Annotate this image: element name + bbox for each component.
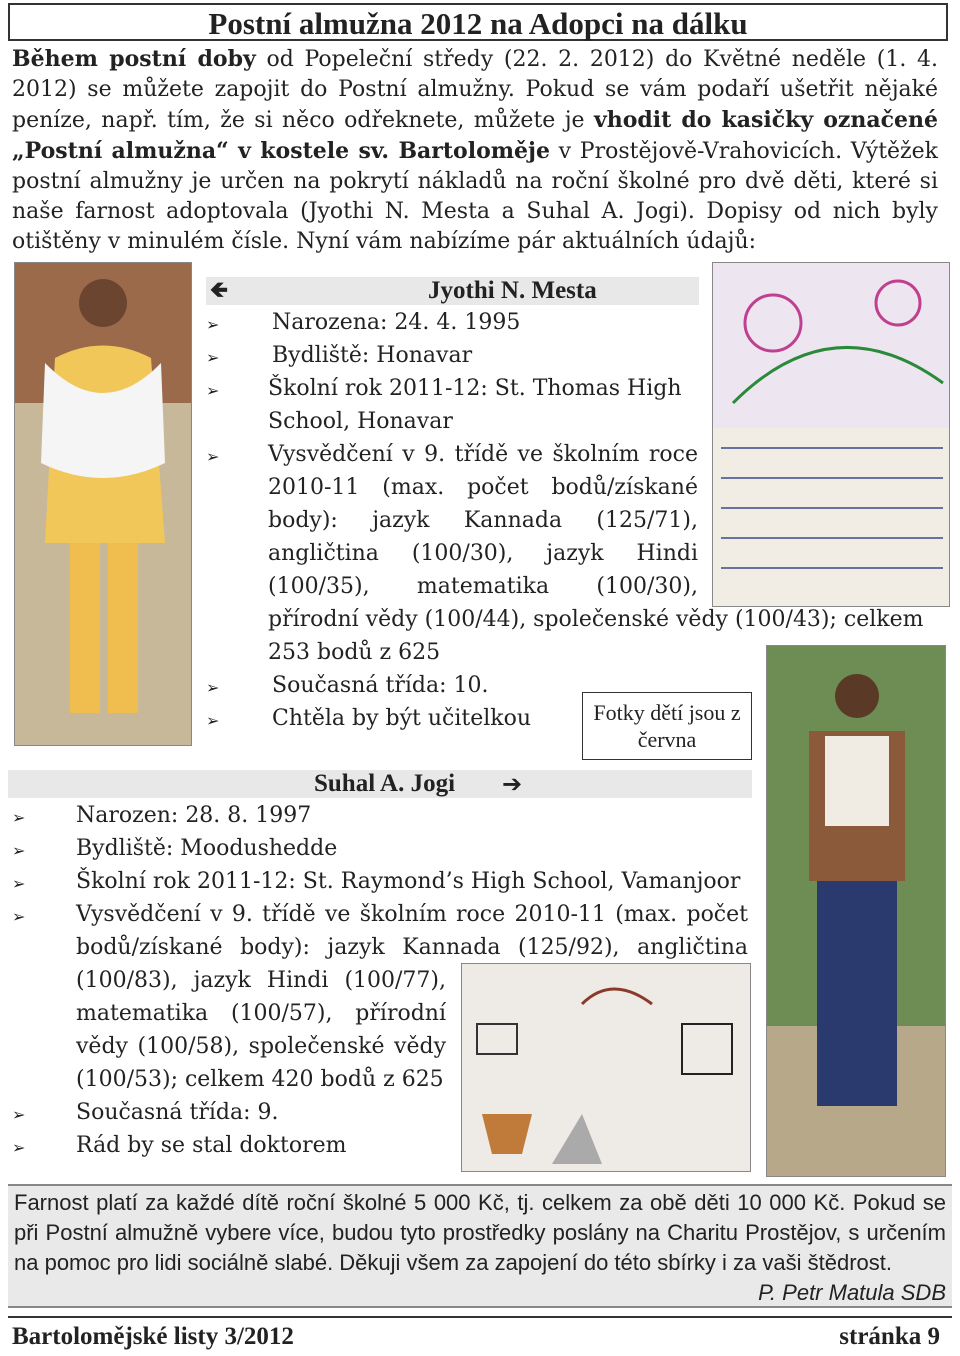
photo-date-note: Fotky dětí jsou z června (582, 692, 752, 760)
list-item: ➢ Rád by se stal doktorem (12, 1129, 752, 1162)
jyothi-drawing (712, 262, 950, 607)
arrowhead-bullet-icon: ➢ (206, 315, 220, 334)
list-item: ➢ Vysvědčení v 9. třídě ve školním roce 2010-11 (max. počet bodů/získané body): jazyk Kannada (125/92), angličtina (12, 902, 748, 960)
list-item: ➢ Narozen: 28. 8. 1997 (12, 799, 752, 832)
suhal-name: Suhal A. Jogi (314, 770, 456, 797)
page-footer (8, 1316, 952, 1352)
arrowhead-bullet-icon: ➢ (12, 1138, 26, 1157)
suhal-list (12, 799, 752, 1162)
jyothi-list (206, 306, 698, 603)
arrowhead-bullet-icon: ➢ (12, 907, 26, 926)
list-item: ➢ Chtěla by být učitelkou (206, 702, 946, 735)
signature: P. Petr Matula SDB (758, 1280, 946, 1305)
arrowhead-bullet-icon: ➢ (206, 678, 220, 697)
suhal-photo (766, 645, 946, 1177)
list-item: ➢ Vysvědčení v 9. třídě ve školním roce 2010-11 (max. počet bodů/získané body): jazyk Kannada (125/71), angličtina (100/30), jazyk Hindi (100/35), matematika (100/30), (206, 442, 698, 599)
list-item: ➢ Současná třída: 9. (12, 1096, 752, 1129)
list-item: ➢ Současná třída: 10. (206, 669, 946, 702)
list-item: ➢ Školní rok 2011-12: St. Raymond’s High School, Vamanjoor (12, 865, 752, 898)
list-item-continuation: (100/83), jazyk Hindi (100/77), matematika (100/57), přírodní vědy (100/58), společenské vědy (100/53); celkem 420 bodů z 625 (76, 968, 446, 1092)
publication-name: Bartolomějské listy 3/2012 (12, 1323, 294, 1350)
left-arrow-icon: 🡸 (210, 278, 228, 303)
closing-note (8, 1184, 952, 1308)
list-item: ➢ Bydliště: Moodushedde (12, 832, 752, 865)
arrowhead-bullet-icon: ➢ (206, 381, 220, 400)
list-item: ➢ Bydliště: Honavar (206, 339, 698, 372)
arrowhead-bullet-icon: ➢ (206, 348, 220, 367)
intro-bold-start: Během postní doby (12, 46, 256, 72)
intro-text-1: od Popeleční středy (22. 2. 2012) do Květné neděle (1. 4. 2012) se můžete zapojit do Postní almužny. Pokud se vám podaří ušetřit nějaké peníze, např. tím, že si něco odřeknete, můžete je (12, 47, 938, 133)
list-item: ➢ Školní rok 2011-12: St. Thomas High School, Honavar (206, 376, 682, 434)
list-item-continuation: přírodní vědy (100/44), společenské vědy (100/43); celkem 253 bodů z 625 (268, 607, 924, 665)
intro-bold-box: vhodit do kasičky označené „Postní almužna“ v kostele sv. Bartoloměje (12, 107, 938, 164)
closing-text: Farnost platí za každé dítě roční školné 5 000 Kč, tj. celkem za obě děti 10 000 Kč. Pokud se při Postní almužně vybere více, budou tyto prostředky poslány na Charitu Prostějov, s určením na pomoc pro lidi sociálně slabé. Děkuji všem za zapojení do této sbírky i za vaši štědrost. (14, 1190, 946, 1275)
intro-paragraph (12, 44, 938, 257)
arrowhead-bullet-icon: ➢ (12, 874, 26, 893)
arrowhead-bullet-icon: ➢ (12, 841, 26, 860)
arrowhead-bullet-icon: ➢ (12, 808, 26, 827)
arrowhead-bullet-icon: ➢ (206, 711, 220, 730)
page-title: Postní almužna 2012 na Adopci na dálku (8, 3, 948, 41)
arrowhead-bullet-icon: ➢ (12, 1105, 26, 1124)
intro-text-2: v Prostějově-Vrahovicích. Výtěžek postní almužny je určen na pokrytí nákladů na roční školné pro dvě děti, které si naše farnost adoptovala (Jyothi N. Mesta a Suhal A. Jogi). Dopisy od nich byly otištěny v minulém čísle. Nyní vám nabízíme pár aktuálních údajů: (12, 139, 939, 254)
jyothi-photo (14, 262, 192, 746)
right-arrow-icon: ➔ (502, 770, 523, 798)
arrowhead-bullet-icon: ➢ (206, 447, 220, 466)
page-number: stránka 9 (839, 1323, 940, 1350)
suhal-header (8, 770, 752, 798)
jyothi-header (206, 277, 699, 305)
jyothi-name: Jyothi N. Mesta (428, 277, 597, 304)
list-item: ➢ Narozena: 24. 4. 1995 (206, 306, 698, 339)
